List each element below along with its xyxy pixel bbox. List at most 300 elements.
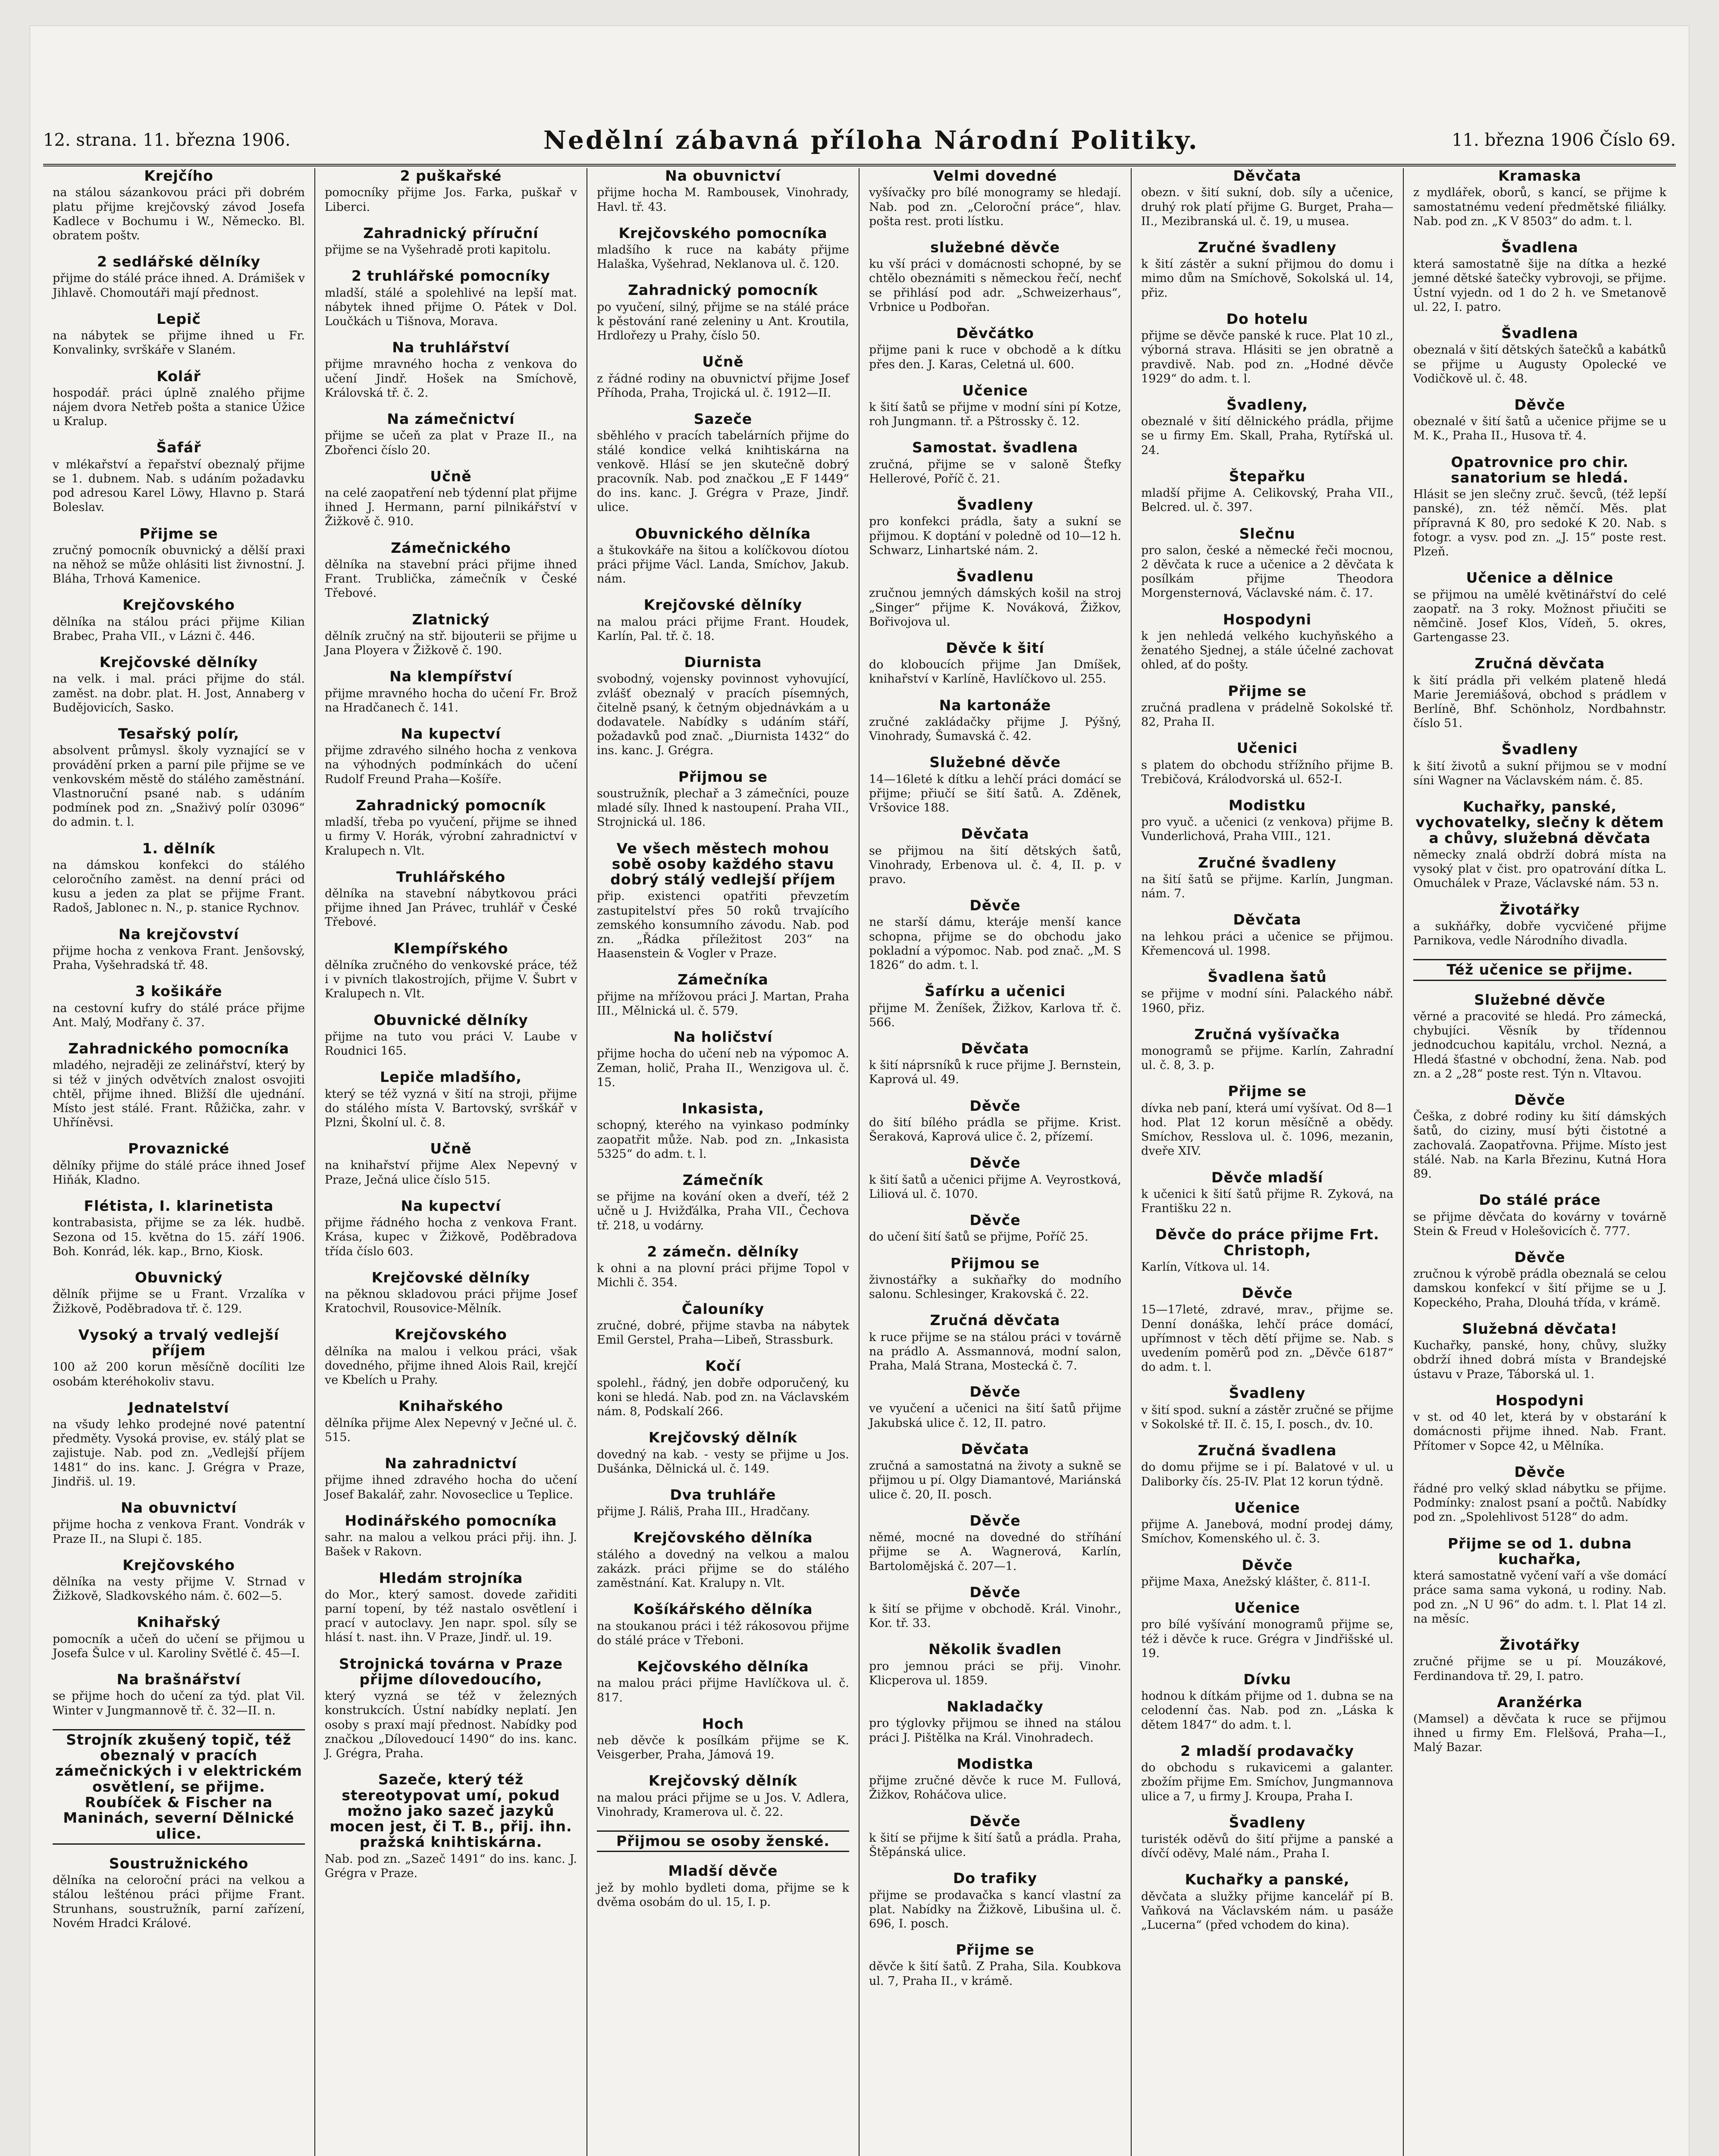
ad-body: se přijme hoch do učení za týd. plat Vil. Winter v Jungmannově tř. č. 32—II. n.: [53, 1689, 305, 1717]
ad-body: turisték oděvů do šití přijme a panské a dívčí oděvy, Malé nám., Praha I.: [1141, 1833, 1393, 1861]
ad-heading: Hospodyni: [1495, 1391, 1584, 1409]
classified-ad: [53, 311, 305, 357]
classified-ad: [597, 769, 849, 830]
ad-body: Nab. pod zn. „Sazeč 1491“ do ins. kanc. J. Grégra v Praze.: [325, 1852, 577, 1880]
ad-heading: Na kupectví: [401, 1197, 501, 1214]
classified-ad: [1141, 1815, 1393, 1861]
classified-ad: [869, 1256, 1121, 1302]
classified-ad: [1413, 959, 1666, 981]
ad-body: schopný, kterého na vyinkaso podmínky zaopatřit může. Nab. pod zn. „Inkasista 5325“ do adm. t. l.: [597, 1119, 849, 1161]
ad-heading: Švadleny: [1229, 1385, 1306, 1402]
classified-ad: [1141, 1743, 1393, 1804]
ad-body: dovedný na kab. - vesty se přijme u Jos. Dušánka, Dělnická ul. č. 149.: [597, 1448, 849, 1476]
ad-body: do šití bílého prádla se přijme. Krist. Šeraková, Kaprová ulice č. 2, přízemí.: [869, 1116, 1121, 1144]
ad-heading: Na kupectví: [401, 725, 501, 742]
ad-heading: Na obuvnictví: [665, 168, 781, 184]
ad-body: pro jemnou práci se přij. Vinohr. Klicperova ul. 1859.: [869, 1659, 1121, 1687]
ad-body: přijme mravného hocha do učení Fr. Brož na Hradčanech č. 141.: [325, 686, 577, 714]
ad-heading: Krejčovského: [122, 1556, 235, 1573]
classified-ad: [597, 526, 849, 586]
ad-heading: Učenice a dělnice: [1466, 569, 1614, 586]
ad-heading: Děvčata: [961, 825, 1029, 843]
ad-body: Hlásit se jen slečny zruč. ševců, (též lepší panské), zn. též němčí. Měs. plat přípravná K 80, pro sedoké K 20. Nab. s fotogr. a vysv. pod zn. „J. 15“ poste rest. Plzeň.: [1413, 488, 1666, 559]
ad-body: dělník přijme se u Frant. Vrzalíka v Žižkově, Poděbradova tř. č. 129.: [53, 1288, 305, 1316]
classified-ad: [53, 1327, 305, 1389]
ad-heading: Strojnická továrna v Praze přijme dílovedoucího,: [339, 1655, 563, 1688]
ad-heading: Vysoký a trvalý vedlejší příjem: [78, 1326, 279, 1359]
ad-heading: Přijmou se: [678, 768, 768, 785]
classified-ad: [325, 1656, 577, 1761]
ad-body: dělníka zručného do venkovské práce, též i v pivních tlakostrojích, přijme V. Šubrt v Kralupech n. Vlt.: [325, 958, 577, 1001]
ad-heading: Krejčovské dělníky: [643, 596, 803, 614]
ad-heading: Šafář: [156, 439, 201, 456]
ad-heading: Učně: [430, 467, 472, 485]
classified-ad: [325, 168, 577, 214]
classified-ad: [1141, 1027, 1393, 1073]
classified-ad: [325, 1398, 577, 1445]
ad-body: z mydlářek, oborů, s kancí, se přijme k samostatnému vedení předmětské filiálky. Nab. pod zn. „K V 8503“ do adm. t. l.: [1413, 186, 1666, 228]
ad-body: věrné a pracovité se hledá. Pro zámecká, chybujíci. Věsník by třídennou jednodcuchou kapitálu, vrchol. Nezná, a Hledá šťastné v obchodní, žena. Nab. pod zn. a 2 „28“ poste rest. Týn n. Vltavou.: [1413, 1009, 1666, 1081]
classified-ad: [325, 798, 577, 858]
classified-ad: [53, 597, 305, 643]
ad-heading: Hospodyni: [1223, 611, 1312, 628]
ad-body: na pěknou skladovou práci přijme Josef Kratochvil, Rousovice-Mělník.: [325, 1288, 577, 1316]
ad-heading: Děvče: [969, 897, 1021, 914]
ad-body: k ohni a na plovní práci přijme Topol v Michli č. 354.: [597, 1262, 849, 1290]
ad-heading: Košíkářského dělníka: [633, 1601, 813, 1618]
classified-ad: [597, 1358, 849, 1419]
classified-ad: [325, 1270, 577, 1316]
ad-body: ve vyučení a učenici na šití šatů přijme Jakubská ulice č. 12, II. patro.: [869, 1402, 1121, 1430]
page-number-date: 12. strana. 11. března 1906.: [43, 130, 291, 150]
column-3: [587, 168, 860, 2156]
ad-heading: Zahradnický příruční: [363, 224, 539, 241]
ad-body: v mlékařství a řepařství obeznalý přijme se 1. dubnem. Nab. s udáním požadavku pod adresou Karel Löwy, Hlavno p. Stará Boleslav.: [53, 458, 305, 514]
ad-heading: Do hotelu: [1226, 310, 1308, 327]
classified-ad: [1141, 1672, 1393, 1732]
ad-body: kontrabasista, přijme se za lék. hudbě. Sezona od 15. května do 15. září 1906. Boh. Konrád, lék. kap., Brno, Kiosk.: [53, 1216, 305, 1258]
ad-body: k učenici k šití šatů přijme R. Zyková, na Františku 22 n.: [1141, 1187, 1393, 1216]
classified-ad: [53, 168, 305, 243]
ad-body: pro vyuč. a učenici (z venkova) přijme B. Vunderlichová, Praha VIII., 121.: [1141, 815, 1393, 843]
ad-body: (Mamsel) a děvčata k ruce se přijmou ihned u firmy Em. Flelšová, Praha—I., Malý Bazar.: [1413, 1712, 1666, 1755]
classified-ad: [325, 1513, 577, 1559]
ad-heading: Švadleny: [957, 496, 1034, 514]
ad-heading: Zámečníka: [678, 971, 769, 988]
ad-body: 14—16leté k dítku a lehčí práci domácí se přijme; přiučí se šití šatů. A. Zděnek, Vršovice 188.: [869, 772, 1121, 815]
classified-ad: [53, 655, 305, 715]
ad-body: k šití se přijme k šití šatů a prádla. Praha, Štěpánská ulice.: [869, 1831, 1121, 1859]
classified-ad: [1413, 168, 1666, 229]
ad-heading: Strojník zkušený topič, též obeznalý v pracích zámečnických i v elektrickém osvětlení, se přijme. Roubíček & Fischer na Maninách, severní Dělnické ulice.: [53, 1729, 305, 1845]
ad-heading: Děvčata: [961, 1440, 1029, 1457]
ad-heading: Čalouníky: [681, 1300, 765, 1317]
column-4: [860, 168, 1132, 2156]
ad-heading: Hledám strojníka: [379, 1569, 523, 1586]
ad-heading: Učně: [430, 1140, 472, 1157]
classified-ad: [325, 540, 577, 601]
ad-body: hodnou k dítkám přijme od 1. dubna se na celodenní čas. Nab. pod zn. „Láska k dětem 1847“ do adm. t. l.: [1141, 1689, 1393, 1732]
classified-ad: [53, 1614, 305, 1661]
ad-heading: Kejčovského dělníka: [637, 1658, 809, 1675]
ad-body: pro salon, české a německé řeči mocnou, 2 děvčata k ruce a učenice a 2 děvčata k posílkám přijme Theodora Morgensternová, Václavské nám. č. 17.: [1141, 543, 1393, 600]
ad-heading: Služebná děvčata!: [1462, 1320, 1618, 1337]
ad-body: k šití šatů a učenici přijme A. Veyrostková, Liliová ul. č. 1070.: [869, 1173, 1121, 1201]
ad-heading: Štepařku: [1229, 467, 1306, 485]
classified-ad: [597, 841, 849, 961]
ad-body: která samostatně šije na dítka a hezké jemné dětské šatečky vybrovoji, se přijme. Ústní vyjedn. od 1 do 2 h. ve Smetanově ul. 22, I. patro.: [1413, 257, 1666, 314]
classified-ad: [1413, 1250, 1666, 1310]
classified-ad: [1413, 799, 1666, 891]
ad-body: přijme se děvče panské k ruce. Plat 10 zl., výborná strava. Hlásiti se jen obratně a pravdivě. Nab. pod zn. „Hodné děvče 1929“ do adm. t. l.: [1141, 329, 1393, 385]
ad-heading: Nakladačky: [947, 1698, 1044, 1715]
ad-body: zručnou k výrobě prádla obeznalá se celou damskou konfekcí v šití přijme se u J. Kopeckého, Praha, Dlouhá třída, v krámě.: [1413, 1267, 1666, 1310]
ad-body: zručné, dobré, přijme stavba na nábytek Emil Gerstel, Praha—Libeň, Strassburk.: [597, 1319, 849, 1347]
ad-heading: Krejčovský dělník: [649, 1429, 797, 1446]
ad-body: se přijmou na šití dětských šatů, Vinohrady, Erbenova ul. č. 4, II. p. v pravo.: [869, 844, 1121, 886]
ad-body: řádné pro velký sklad nábytku se přijme. Podmínky: znalost psaní a počtů. Nabídky pod zn. „Spolehlivost 5128“ do adm.: [1413, 1482, 1666, 1524]
classified-ad: [597, 282, 849, 343]
classified-ad: [869, 1756, 1121, 1802]
classified-ad: [869, 898, 1121, 972]
ad-heading: Kuchařky, panské, vychovatelky, slečny k dětem a chůvy, služebná děvčata: [1415, 798, 1664, 846]
classified-ad: [597, 1244, 849, 1290]
classified-ad: [53, 254, 305, 300]
classified-ad: [1141, 311, 1393, 386]
classified-ad: [325, 469, 577, 529]
ad-heading: Kramaska: [1498, 168, 1581, 184]
ad-body: na velk. i mal. práci přijme do stál. zaměst. na dobr. plat. H. Jost, Annaberg v Budějovicích, Sasko.: [53, 672, 305, 714]
classified-ad: [869, 1098, 1121, 1144]
ad-body: se přijme na kování oken a dveří, též 2 učně u J. Hvižďálka, Praha VII., Čechova tř. 218, u vodárny.: [597, 1190, 849, 1232]
classified-ad: [869, 1699, 1121, 1745]
classified-ad: [869, 326, 1121, 372]
ad-body: na celé zaopatření neb týdenní plat přijme ihned J. Hermann, parní pilnikářství v Žižkově č. 910.: [325, 486, 577, 529]
classified-ad: [869, 1384, 1121, 1430]
classified-ad: [325, 1456, 577, 1502]
ad-heading: Služebné děvče: [1474, 991, 1606, 1008]
ad-heading: Služebné děvče: [929, 754, 1061, 771]
ad-body: který se též vyzná v šití na stroji, přijme do stálého místa V. Bartovský, svrškář v Plzni, Školní ul. č. 8.: [325, 1087, 577, 1129]
ad-heading: Děvče do práce přijme Frt. Christoph,: [1155, 1226, 1380, 1259]
ad-heading: Kuchařky a panské,: [1185, 1871, 1350, 1888]
classified-ad: [1141, 912, 1393, 958]
classified-ad: [1413, 992, 1666, 1081]
classified-ad: [1413, 902, 1666, 948]
ad-heading: Učenice: [1234, 1499, 1300, 1516]
classified-ad: [597, 354, 849, 400]
ad-body: přijme mravného hocha z venkova do učení Jindř. Hošek na Smíchově, Královská tř. č. 2.: [325, 357, 577, 400]
ad-body: ne starší dámu, kteráje menší kance schopna, přijme se do obchodu jako pokladní a výpomoc. Nab. pod znač. „M. S 1826“ do adm. t. l.: [869, 915, 1121, 972]
ad-body: pomocník a učeň do učení se přijmou u Josefa Šulce v ul. Karoliny Světlé č. 45—I.: [53, 1632, 305, 1660]
ad-heading: Knihařského: [398, 1398, 503, 1415]
ad-body: na malou práci přijme Havlíčkova ul. č. 817.: [597, 1677, 849, 1705]
ad-body: přijme pani k ruce v obchodě a k dítku přes den. J. Karas, Celetná ul. 600.: [869, 343, 1121, 371]
ad-heading: Přijme se: [1228, 682, 1307, 699]
classified-ad: [597, 1863, 849, 1909]
ad-body: k šití náprsníků k ruce přijme J. Bernstein, Kaprová ul. 49.: [869, 1059, 1121, 1087]
ad-body: přijme hocha do učení neb na výpomoc A. Zeman, holič, Praha II., Wenzigova ul. č. 15.: [597, 1047, 849, 1089]
ad-heading: Na truhlářství: [392, 339, 510, 356]
ad-heading: Děvče: [969, 1383, 1021, 1401]
classified-ad: [869, 383, 1121, 429]
ad-body: do kloboucích přijme Jan Dmíšek, knihařství v Karlíně, Havlíčkovo ul. 255.: [869, 658, 1121, 686]
ad-body: k šití se přijme v obchodě. Král. Vinohr., Kor. tř. 33.: [869, 1602, 1121, 1630]
classified-ad: [1141, 526, 1393, 601]
ad-heading: Švadleny: [1501, 741, 1578, 758]
ad-body: soustružník, plechař a 3 zámečníci, pouze mladé síly. Ihned k nastoupení. Praha VII., Strojnická ul. 186.: [597, 787, 849, 829]
classified-ad: [325, 612, 577, 658]
classified-ad: [325, 226, 577, 257]
publication-title: Nedělní zábavná příloha Národní Politiky.: [543, 125, 1199, 155]
classified-ad: [1141, 1600, 1393, 1661]
classified-ad: [325, 869, 577, 930]
newspaper-page: [30, 26, 1689, 2156]
ad-body: která samostatně vyčení vaří a vše domácí práce sama sama vykoná, u rodiny. Nab. pod zn. „N U 96“ do adm. t. l. Plat 14 zl. na měsíc.: [1413, 1569, 1666, 1626]
ad-body: německy znalá obdrží dobrá místa na vysoký plat v čist. pro opatrování dítka L. Omuchálek v Praze, Václavské nám. 53 n.: [1413, 848, 1666, 890]
ad-heading: Zlatnický: [412, 611, 490, 628]
classified-ad: [869, 698, 1121, 744]
ad-heading: Opatrovnice pro chir. sanatorium se hledá.: [1451, 453, 1629, 486]
ad-heading: Švadleny: [1229, 1814, 1306, 1831]
ad-heading: Diurnista: [684, 654, 762, 671]
classified-ad: [597, 597, 849, 643]
classified-ad: [53, 1856, 305, 1930]
ad-body: 15—17leté, zdravé, mrav., přijme se. Denní donáška, lehčí práce domácí, upřímnost v těch dětí přijme se. Nab. s uvedením poměrů pod zn. „Děvče 6187“ do adm. t. l.: [1141, 1303, 1393, 1374]
ad-body: přijme ihned zdravého hocha do učení Josef Bakalář, zahr. Novoseclice u Teplice.: [325, 1473, 577, 1501]
ad-heading: Krejčovské dělníky: [99, 654, 258, 671]
ad-heading: Krejčovského: [395, 1326, 507, 1343]
ad-heading: Na brašnářství: [116, 1671, 241, 1688]
ad-heading: Švadlena šatů: [1208, 968, 1327, 986]
ad-body: na cestovní kufry do stálé práce přijme Ant. Malý, Modřany č. 37.: [53, 1001, 305, 1029]
classified-ad: [597, 1530, 849, 1590]
ad-body: pro týglovky přijmou se ihned na stálou práci J. Pištělka na Král. Vinohradech.: [869, 1717, 1121, 1745]
ad-body: k ruce přijme se na stálou práci v továrně na prádlo A. Assmannová, modní salon, Praha, Malá Strana, Mostecká č. 7.: [869, 1330, 1121, 1373]
classified-ad: [53, 726, 305, 830]
classified-ad: [869, 755, 1121, 815]
classified-ad: [325, 1069, 577, 1130]
classified-ad: [869, 440, 1121, 486]
classified-ad: [1141, 855, 1393, 901]
classified-ad: [1141, 397, 1393, 458]
ad-heading: Švadlena: [1501, 325, 1578, 342]
ad-body: přijme M. Ženíšek, Žižkov, Karlova tř. č. 566.: [869, 1001, 1121, 1029]
classified-ad: [53, 927, 305, 973]
classified-ad: [1413, 454, 1666, 559]
ad-body: po vyučení, silný, přijme se na stálé práce k pěstování rané zeleniny u Ant. Kroutila, Hrdlořezy u Prahy, číslo 50.: [597, 300, 849, 343]
ad-heading: Obuvnického dělníka: [635, 525, 811, 542]
ad-heading: Na kartonáže: [939, 696, 1051, 714]
ad-heading: Kolář: [157, 367, 201, 385]
ad-heading: Děvče: [969, 1154, 1021, 1172]
ad-heading: Šafírku a učenici: [925, 983, 1066, 1000]
classified-ad: [1413, 1192, 1666, 1238]
ad-body: obezn. v šití sukní, dob. síly a učenice, druhý rok platí přijme G. Burget, Praha—II., Mezibranská ul. č. 19, u musea.: [1141, 186, 1393, 228]
ad-heading: Dva truhláře: [670, 1486, 776, 1503]
ad-body: na šití šatů se přijme. Karlín, Jungman. nám. 7.: [1141, 872, 1393, 901]
ad-body: dělníka na celoroční práci na velkou a stálou lešténou práci přijme Frant. Strunhans, soustružník, parní zařízení, Novém Hradci Králové.: [53, 1874, 305, 1930]
classified-ad: [53, 1141, 305, 1187]
classified-columns: [43, 168, 1676, 2156]
classified-ad: [325, 1198, 577, 1259]
ad-heading: Krejčovský dělník: [649, 1772, 797, 1789]
ad-body: zručná pradlena v prádelně Sokolské tř. 82, Praha II.: [1141, 701, 1393, 729]
ad-body: přijme hocha M. Rambousek, Vinohrady, Havl. tř. 43.: [597, 186, 849, 214]
ad-body: na dámskou konfekci do stálého celoročního zaměst. na denní práci od kusu a jeden za plat se přijme Frant. Radoš, Jablonec n. N., p. stanice Rychnov.: [53, 858, 305, 915]
ad-body: k šití zástěr a sukní přijmou do domu i mimo dům na Smíchově, Sokolská ul. 14, přiz.: [1141, 257, 1393, 300]
ad-heading: Děvčata: [1233, 168, 1302, 184]
ad-body: ku vší práci v domácnosti schopné, by se chtělo obeznámiti s německou řečí, nechť se přihlásí pod adr. „Schweizerhaus“, Vrbnice u Podbořan.: [869, 257, 1121, 314]
ad-heading: Obuvnický: [135, 1269, 223, 1286]
ad-heading: 2 mladší prodavačky: [1180, 1742, 1354, 1759]
ad-heading: Krejčovského dělníka: [633, 1529, 813, 1546]
classified-ad: [1413, 326, 1666, 386]
ad-heading: Truhlářského: [396, 868, 506, 885]
ad-heading: Sazeče: [693, 411, 753, 428]
ad-heading: Dívku: [1243, 1670, 1291, 1688]
ad-body: Kuchařky, panské, hony, chůvy, služky obdrží ihned dobrá místa v Brandejské ústavu v Praze, Táborská ul. 1.: [1413, 1339, 1666, 1381]
ad-body: dělníka na malou i velkou práci, však dovedného, přijme ihned Alois Rail, krejčí ve Kbelích u Prahy.: [325, 1344, 577, 1387]
ad-body: zručné zakládačky přijme J. Pýšný, Vinohrady, Šumavská č. 42.: [869, 715, 1121, 743]
ad-body: monogramů se přijme. Karlín, Zahradní ul. č. 8, 3. p.: [1141, 1044, 1393, 1072]
ad-body: přijme se prodavačka s kancí vlastní za plat. Nabídky na Žižkově, Libušina ul. č. 696, I. posch.: [869, 1888, 1121, 1930]
ad-body: neb děvče k posílkám přijme se K. Veisgerber, Praha, Jámová 19.: [597, 1734, 849, 1762]
ad-heading: Modistka: [957, 1755, 1034, 1772]
column-6: [1404, 168, 1676, 2156]
classified-ad: [53, 1729, 305, 1845]
ad-body: pro konfekci prádla, šaty a sukní se přijmou. K doptání v poledně od 10—12 h. Schwarz, Linhartské nám. 2.: [869, 515, 1121, 557]
ad-body: k šití šatů se přijme v modní síni pí Kotze, roh Jungmann. tř. a Pštrossky č. 12.: [869, 401, 1121, 429]
ad-body: přijme hocha z venkova Frant. Vondrák v Praze II., na Slupi č. 185.: [53, 1518, 305, 1546]
ad-body: 100 až 200 korun měsíčně docíliti lze osobám kteréhokoliv stavu.: [53, 1360, 305, 1388]
classified-ad: [1413, 1536, 1666, 1626]
classified-ad: [869, 1513, 1121, 1573]
classified-ad: [1413, 570, 1666, 645]
classified-ad: [1141, 798, 1393, 844]
ad-heading: Děvče: [1514, 1248, 1565, 1266]
classified-ad: [53, 1041, 305, 1130]
classified-ad: [597, 1172, 849, 1233]
ad-body: k šití životů a sukní přijmou se v modní síni Wagner na Václavském nám. č. 85.: [1413, 759, 1666, 787]
ad-body: děvčata a služky přijme kancelář pí B. Vaňková na Václavském nám. u pasáže „Lucerna“ (před vchodem do kina).: [1141, 1890, 1393, 1932]
ad-heading: Lepiče mladšího,: [380, 1069, 522, 1086]
ad-body: pomocníky přijme Jos. Farka, puškař v Liberci.: [325, 186, 577, 214]
ad-heading: Děvče: [1242, 1556, 1293, 1573]
classified-ad: [1141, 1170, 1393, 1216]
ad-heading: Na klempířství: [389, 668, 512, 685]
classified-ad: [1141, 1285, 1393, 1374]
ad-body: dělník zručný na stř. bijouterii se přijme u Jana Ployera v Žižkově č. 190.: [325, 629, 577, 658]
ad-body: přijme na mřížovou práci J. Martan, Praha III., Mělnická ul. č. 579.: [597, 990, 849, 1018]
classified-ad: [1413, 240, 1666, 314]
classified-ad: [597, 1773, 849, 1819]
ad-heading: Obuvnické dělníky: [373, 1011, 528, 1028]
ad-body: přijme se na Vyšehradě proti kapitolu.: [325, 243, 551, 257]
ad-body: zručnou jemných dámských košil na stroj „Singer“ přijme K. Nováková, Žižkov, Bořivojova ul.: [869, 586, 1121, 629]
ad-body: z řádné rodiny na obuvnictví přijme Josef Příhoda, Praha, Trojická ul. č. 1912—II.: [597, 372, 849, 400]
classified-ad: [1141, 1084, 1393, 1158]
ad-heading: Na krejčovství: [118, 925, 239, 943]
ad-heading: Děvče: [969, 1512, 1021, 1529]
ad-heading: Slečnu: [1239, 525, 1296, 542]
ad-body: mladší, stálé a spolehlivé na lepší mat. nábytek ihned přijme O. Pátek v Dol. Loučkách u Tišnova, Morava.: [325, 286, 577, 328]
ad-heading: Sazeče, který též stereotypovat umí, pokud možno jako sazeč jazyků mocen jest, či T. B., přij. ihn. pražská knihtiskárna.: [329, 1771, 572, 1851]
classified-ad: [869, 168, 1121, 229]
ad-heading: Přijmou se osoby ženské.: [597, 1830, 849, 1852]
classified-ad: [597, 411, 849, 515]
classified-ad: [597, 1830, 849, 1852]
ad-heading: Přijmou se: [950, 1254, 1040, 1272]
column-5: [1132, 168, 1404, 2156]
ad-heading: Učenici: [1236, 740, 1298, 757]
classified-ad: [869, 640, 1121, 686]
classified-ad: [53, 369, 305, 429]
ad-heading: Děvčátko: [956, 325, 1034, 342]
classified-ad: [1141, 1500, 1393, 1546]
classified-ad: [869, 569, 1121, 629]
ad-body: přijme A. Janebová, modní prodej dámy, Smíchov, Komenského ul. č. 3.: [1141, 1518, 1393, 1546]
classified-ad: [1141, 683, 1393, 730]
ad-heading: Učenice: [1234, 1599, 1300, 1616]
ad-heading: Zámečnického: [391, 539, 511, 556]
ad-body: dělníka na stavební práci přijme ihned Frant. Trublička, zámečník v České Třebové.: [325, 558, 577, 600]
ad-body: se přijmou na umělé květinářství do celé zaopatř. na 3 roky. Možnost přiučiti se němčině. Josef Klos, Vídeň, 5. okres, Gartengasse 23.: [1413, 588, 1666, 645]
ad-body: dělníka na vesty přijme V. Strnad v Žižkově, Sladkovského nám. č. 602—5.: [53, 1575, 305, 1603]
classified-ad: [325, 1570, 577, 1645]
ad-heading: Děvče: [969, 1212, 1021, 1229]
ad-body: obeznalé v šití dělnického prádla, přijme se u firmy Em. Skall, Praha, Rytířská ul. 24.: [1141, 415, 1393, 457]
ad-body: jež by mohlo bydleti doma, přijme se k dvěma osobám do ul. 15, I. p.: [597, 1881, 849, 1909]
ad-body: přijme do stálé práce ihned. A. Drámišek v Jihlavě. Chomoutáři mají přednost.: [53, 272, 305, 300]
ad-heading: Děvčata: [1233, 911, 1302, 928]
classified-ad: [53, 984, 305, 1030]
ad-body: pro bílé vyšívání monogramů přijme se, též i děvče k ruce. Grégra v Jindřišské ul. 19.: [1141, 1618, 1393, 1660]
ad-body: do učení šití šatů se přijme, Poříč 25.: [869, 1230, 1088, 1244]
ad-heading: Samostat. švadlena: [912, 439, 1079, 456]
classified-ad: [53, 1270, 305, 1316]
ad-body: který vyzná se též v železných konstrukcích. Ústní nabídky neplatí. Jen osoby s praxí mají přednost. Nabídky pod značkou „Dílovedoucí 1490“ do ins. kanc. J. Grégra, Praha.: [325, 1689, 577, 1761]
ad-body: v šití spod. sukní a zástěr zručné se přijme v Sokolské tř. II. č. 15, I. posch., dv. 10.: [1141, 1403, 1393, 1431]
classified-ad: [53, 1500, 305, 1546]
ad-body: přijme řádného hocha z venkova Frant. Krása, kupec v Žižkově, Poděbradova třída číslo 603.: [325, 1216, 577, 1258]
ad-body: na lehkou práci a učenice se přijmou. Křemencová ul. 1998.: [1141, 930, 1393, 958]
classified-ad: [597, 1716, 849, 1762]
ad-body: zručné přijme se u pí. Mouzákové, Ferdinandova tř. 29, I. patro.: [1413, 1655, 1666, 1683]
ad-heading: Do trafiky: [953, 1870, 1037, 1887]
ad-body: na malou práci přijme Frant. Houdek, Karlín, Pal. tř. č. 18.: [597, 615, 849, 643]
issue-date-number: 11. března 1906 Číslo 69.: [1452, 130, 1676, 150]
classified-ad: [1413, 1092, 1666, 1181]
classified-ad: [1413, 1393, 1666, 1453]
ad-body: a sukňářky, dobře vycvičené přijme Parnikova, vedle Národního divadla.: [1413, 919, 1666, 948]
classified-ad: [53, 1557, 305, 1604]
ad-body: do domu přijme se i pí. Balatové v ul. u Daliborky čís. 25-IV. Plat 12 korun týdně.: [1141, 1460, 1393, 1489]
ad-body: přijme zručné děvče k ruce M. Fullová, Žižkov, Roháčova ulice.: [869, 1774, 1121, 1802]
classified-ad: [1413, 742, 1666, 788]
ad-body: mladšího k ruce na kabáty přijme Halaška, Vyšehrad, Neklanova ul. č. 120.: [597, 243, 849, 271]
ad-heading: 2 sedlářské dělníky: [97, 253, 261, 270]
ad-body: k jen nehledá velkého kuchyňského a ženatého Sjednej, a stále účelné zachovat ohled, ať do pošty.: [1141, 629, 1393, 672]
classified-ad: [869, 826, 1121, 887]
ad-body: zručný pomocník obuvnický a dělší praxi na něhož se může ohlásiti list živnostní. J. Bláha, Trhová Kamenice.: [53, 543, 305, 586]
ad-heading: Soustružnického: [109, 1855, 249, 1872]
classified-ad: [597, 1101, 849, 1161]
classified-ad: [325, 1012, 577, 1059]
classified-ad: [1141, 1385, 1393, 1432]
ad-body: mladší přijme A. Celikovský, Praha VII., Belcred. ul. č. 397.: [1141, 486, 1393, 514]
ad-heading: Švadleny,: [1227, 396, 1308, 413]
